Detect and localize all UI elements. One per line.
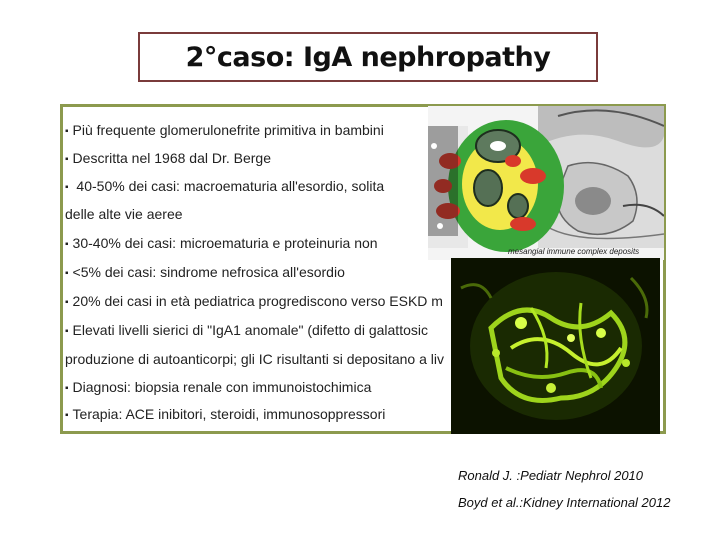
title-box: [138, 32, 598, 82]
list-item: ▪ Più frequente glomerulonefrite primitiva in bambini: [65, 122, 384, 138]
bullet-icon: ▪: [65, 383, 69, 394]
list-item: ▪ 40-50% dei casi: macroematuria all'esordio, solita: [65, 178, 385, 194]
bullet-icon: ▪: [65, 297, 69, 308]
reference-1: Ronald J. :Pediatr Nephrol 2010: [458, 468, 644, 483]
bullet-icon: ▪: [65, 126, 69, 137]
list-item: ▪ Diagnosi: biopsia renale con immunoistochimica: [65, 379, 372, 395]
diagram-caption: mesangial immune complex deposits: [508, 247, 640, 256]
bullet-icon: ▪: [65, 154, 69, 165]
list-item: ▪ 20% dei casi in età pediatrica progrediscono verso ESKD m: [65, 293, 443, 309]
list-item: ▪ Descritta nel 1968 dal Dr. Berge: [65, 150, 271, 166]
list-item: ▪ Terapia: ACE inibitori, steroidi, immunosoppressori: [65, 406, 386, 422]
list-item: ▪ <5% dei casi: sindrome nefrosica all'esordio: [65, 264, 345, 280]
glomerulus-illustration: [428, 106, 664, 260]
bullet-icon: ▪: [65, 239, 69, 250]
bullet-icon: ▪: [65, 410, 69, 421]
list-item: ▪ Elevati livelli sierici di "IgA1 anomale" (difetto di galattosic: [65, 322, 428, 338]
reference-2: Boyd et al.:Kidney International 2012: [458, 495, 671, 510]
list-item: ▪ 30-40% dei casi: microematuria e proteinuria non: [65, 235, 378, 251]
list-item-continuation: delle alte vie aeree: [65, 206, 183, 222]
bullet-icon: ▪: [65, 182, 69, 193]
glomerulus-diagram: [428, 106, 664, 260]
bullet-icon: ▪: [65, 268, 69, 279]
list-item-continuation: produzione di autoanticorpi; gli IC risultanti si depositano a liv: [65, 351, 444, 367]
slide-title: 2°caso: IgA nephropathy: [185, 41, 551, 73]
bullet-icon: ▪: [65, 326, 69, 337]
micrograph-illustration: [451, 258, 660, 434]
immunofluorescence-micrograph: [451, 258, 660, 434]
